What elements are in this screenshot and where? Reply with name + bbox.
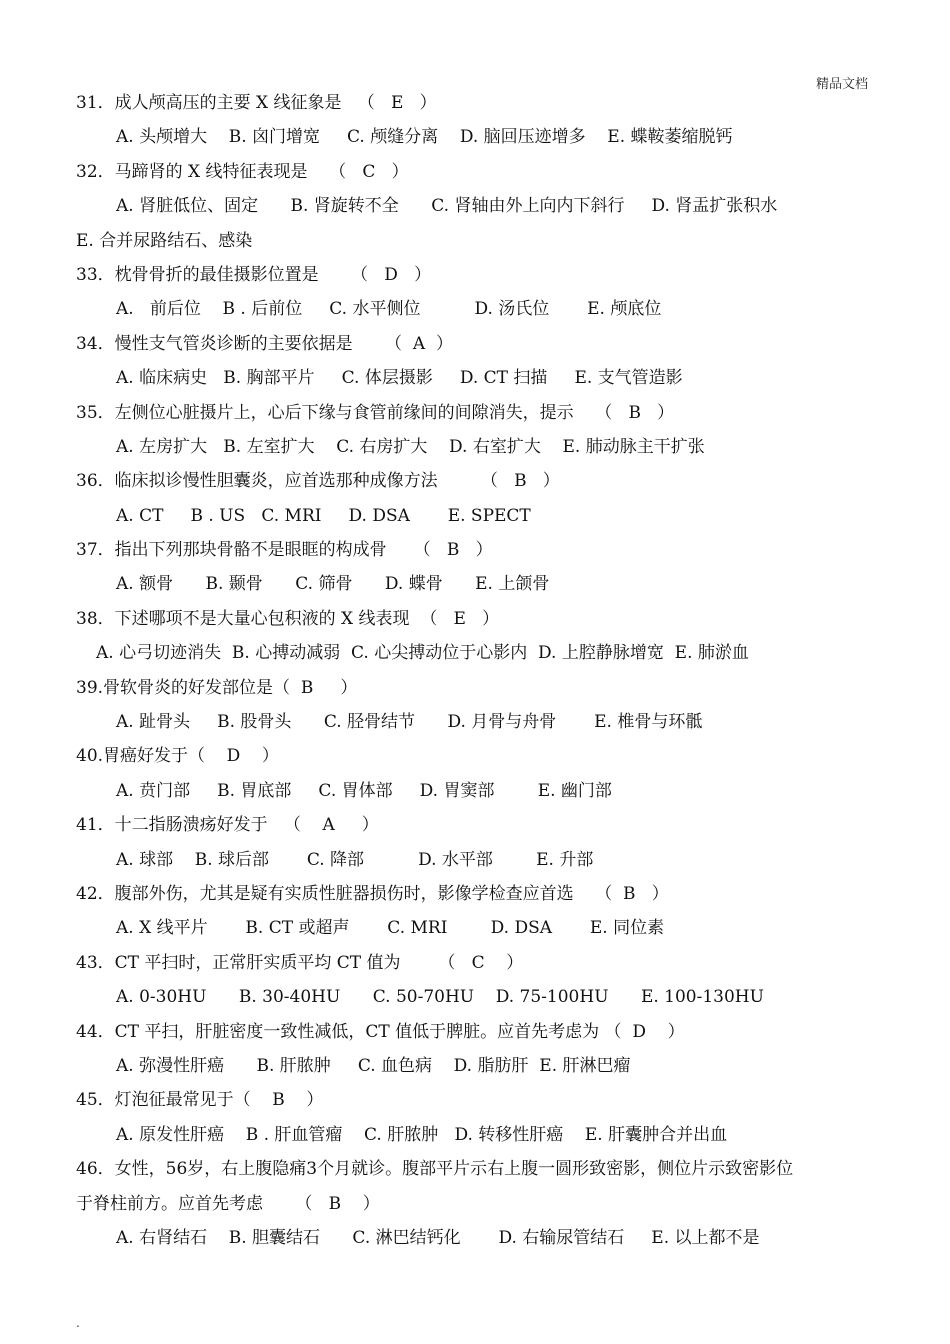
question-line: 35．左侧位心脏摄片上，心后下缘与食管前缘间的间隙消失，提示 （ B ） [76, 402, 675, 423]
question-line: 32．马蹄肾的 X 线特征表现是 （ C ） [76, 161, 409, 182]
options-line: A. 趾骨头 B. 股骨头 C. 胫骨结节 D. 月骨与舟骨 E. 椎骨与环骶 [116, 712, 703, 733]
question-line: 34．慢性支气管炎诊断的主要依据是 （ A ） [76, 333, 453, 354]
question-line: 31．成人颅高压的主要 X 线征象是 （ E ） [76, 93, 437, 113]
options-line: A. 肾脏低位、固定 B. 肾旋转不全 C. 肾轴由外上向内下斜行 D. 肾盂扩张积水 [116, 196, 778, 217]
question-line: 40.胃癌好发于（ D ） [76, 746, 279, 767]
question-line: E. 合并尿路结石、感染 [76, 230, 253, 251]
options-line: A. 临床病史 B. 胸部平片 C. 体层摄影 D. CT 扫描 E. 支气管造影 [116, 368, 683, 389]
options-line: A. 左房扩大 B. 左室扩大 C. 右房扩大 D. 右室扩大 E. 肺动脉主干扩张 [116, 436, 705, 457]
question-line: 33．枕骨骨折的最佳摄影位置是 （ D ） [76, 264, 432, 285]
document-header-mark: 精品文档 [815, 77, 868, 92]
options-line: A. 心弓切迹消失 B. 心搏动减弱 C. 心尖搏动位于心影内 D. 上腔静脉增宽 E. 肺淤血 [96, 643, 749, 664]
options-line: A. 球部 B. 球后部 C. 降部 D. 水平部 E. 升部 [116, 849, 594, 870]
question-line: 45．灯泡征最常见于（ B ） [76, 1090, 324, 1111]
options-line: A. 原发性肝癌 B . 肝血管瘤 C. 肝脓肿 D. 转移性肝癌 E. 肝囊肿合并出血 [116, 1124, 728, 1145]
question-line: 39.骨软骨炎的好发部位是（ B ） [76, 677, 358, 698]
footer-mark: . [76, 1316, 80, 1330]
question-line: 43．CT 平扫时，正常肝实质平均 CT 值为 （ C ） [76, 952, 524, 973]
options-line: A. X 线平片 B. CT 或超声 C. MRI D. DSA E. 同位素 [116, 918, 665, 939]
options-line: A. 头颅增大 B. 囟门增宽 C. 颅缝分离 D. 脑回压迹增多 E. 蝶鞍萎缩脱钙 [116, 127, 733, 148]
options-line: A. 0-30HU B. 30-40HU C. 50-70HU D. 75-100HU E. 100-130HU [116, 987, 764, 1008]
options-line: A. 额骨 B. 颞骨 C. 筛骨 D. 蝶骨 E. 上颌骨 [116, 574, 550, 595]
options-line: A. CT B . US C. MRI D. DSA E. SPECT [116, 505, 531, 526]
options-line: A. 弥漫性肝癌 B. 肝脓肿 C. 血色病 D. 脂肪肝 E. 肝淋巴瘤 [116, 1055, 631, 1076]
question-line: 42．腹部外伤，尤其是疑有实质性脏器损伤时，影像学检查应首选 （ B ） [76, 883, 669, 904]
question-list [76, 86, 876, 1255]
question-line: 44．CT 平扫，肝脏密度一致性减低，CT 值低于脾脏。应首先考虑为 （ D ） [76, 1021, 685, 1042]
question-line: 于脊柱前方。应首先考虑 （ B ） [76, 1193, 380, 1214]
question-line: 37．指出下列那块骨骼不是眼眶的构成骨 （ B ） [76, 540, 493, 561]
options-line: A. 贲门部 B. 胃底部 C. 胃体部 D. 胃窦部 E. 幽门部 [116, 780, 612, 801]
question-line: 38．下述哪项不是大量心包积液的 X 线表现 （ E ） [76, 608, 500, 629]
options-line: A. 右肾结石 B. 胆囊结石 C. 淋巴结钙化 D. 右输尿管结石 E. 以上都不是 [116, 1227, 760, 1248]
options-line: A. 前后位 B . 后前位 C. 水平侧位 D. 汤氏位 E. 颅底位 [116, 299, 662, 320]
question-line: 36．临床拟诊慢性胆囊炎，应首选那种成像方法 （ B ） [76, 471, 560, 492]
question-line: 41．十二指肠溃疡好发于 （ A ） [76, 815, 379, 836]
question-line: 46．女性，56岁，右上腹隐痛3个月就诊。腹部平片示右上腹一圆形致密影，侧位片示致密影位 [76, 1159, 794, 1180]
